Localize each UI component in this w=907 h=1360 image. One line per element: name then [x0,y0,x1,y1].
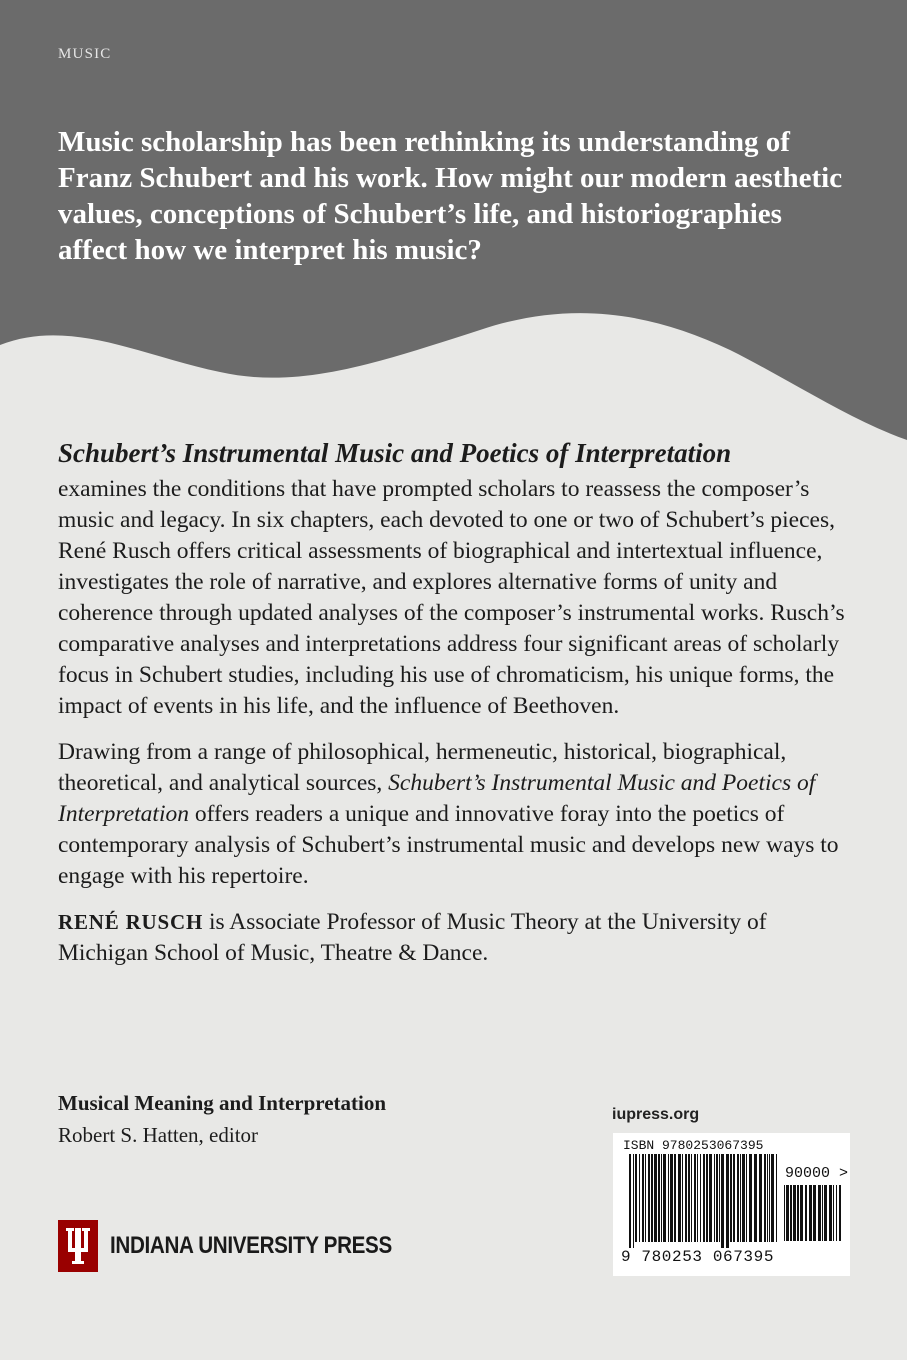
barcode-bar [721,1154,724,1248]
barcode-bar [670,1154,673,1242]
description-paragraph-1 [58,434,858,722]
barcode-bar [697,1154,698,1242]
category-label: MUSIC [58,46,112,62]
barcode-bar [746,1154,747,1242]
barcode-bar [813,1185,816,1241]
barcode-bar [714,1154,715,1242]
barcode-bars [629,1154,779,1250]
barcode-bar [648,1154,650,1242]
barcode-bar [700,1154,701,1242]
barcode-bar [706,1154,708,1242]
barcode-bar [639,1154,640,1242]
barcode-bar [674,1154,676,1242]
barcode-bar [740,1154,741,1242]
isbn-digits: 9 780253 067395 [621,1248,775,1266]
barcode-bar [767,1154,768,1242]
barcode-bar [790,1185,792,1241]
isbn-barcode [613,1133,850,1276]
barcode-bar [651,1154,653,1242]
barcode-bar [800,1185,803,1241]
barcode-bar [829,1185,832,1241]
barcode-bar [833,1185,834,1241]
description-block [58,434,858,969]
series-block [58,1087,386,1151]
paragraph-2-start: Drawing from a range of philosophical, hermeneutic, historical, biographical, theoretical, and analytical sources, [58,739,787,796]
barcode-bar [685,1154,687,1242]
iu-trident-icon [58,1220,98,1272]
barcode-bar [818,1185,821,1241]
publisher-website: iupress.org [612,1106,700,1123]
barcode-bar [716,1154,718,1242]
book-title: Schubert’s Instrumental Music and Poetics of Interpretation [58,438,732,468]
barcode-bar [839,1185,841,1241]
barcode-bar [771,1154,774,1242]
author-name: RENÉ RUSCH [58,910,204,934]
barcode-bar [642,1154,644,1242]
barcode-bar [784,1185,785,1241]
paragraph-2-end: offers readers a unique and innovative foray into the poetics of contemporary analysis of Schubert’s instrumental music and develops new ways to engage with his repertoire. [58,801,839,889]
barcode-bar [737,1154,739,1242]
barcode-bar [797,1185,799,1241]
barcode-bar [809,1185,812,1241]
barcode-bar [703,1154,705,1242]
barcode-bar [776,1154,777,1242]
barcode-bar [633,1154,634,1248]
barcode-bar [668,1154,669,1242]
barcode-bar [786,1185,789,1241]
description-paragraph-2 [58,737,858,892]
barcode-bar [678,1154,681,1242]
barcode-bar [682,1154,683,1242]
barcode-bar [691,1154,692,1242]
barcode-bar [709,1154,712,1242]
paragraph-1-text: examines the conditions that have prompted scholars to reassess the composer’s music and legacy. In six chapters, each devoted to one or two of Schubert’s pieces, René Rusch offers critical assessments of biographical and intertextual influence, investigates the role of narrative, and explores alternative forms of unity and coherence through updated analyses of the composer’s instrumental works. Rusch’s comparative analyses and interpretations address four significant areas of scholarly focus in Schubert studies, including his use of chromaticism, his unique forms, the impact of events in his life, and the influence of Beethoven. [58,476,845,719]
barcode-bar [645,1154,646,1242]
barcode-bar [719,1154,720,1242]
barcode-bar [688,1154,690,1242]
author-bio [58,907,858,969]
headline: Music scholarship has been rethinking its understanding of Franz Schubert and his work. How might our modern aesthetic values, conceptions of Schubert’s life, and historiographies affect how we interpret his music? [58,126,843,266]
barcode-bar [764,1154,766,1242]
barcode-bar [754,1154,757,1242]
barcode-bar [726,1154,729,1248]
barcode-bar [742,1154,745,1242]
barcode-bar [694,1154,696,1242]
barcode-bar [629,1154,631,1248]
barcode-bar [759,1154,762,1242]
barcode-bar [836,1185,837,1241]
series-editor: Robert S. Hatten, editor [58,1123,259,1147]
barcode-bar [822,1185,823,1241]
barcode-bar [730,1154,732,1242]
publisher-logo [58,1220,438,1272]
addon-barcode-bars [784,1185,842,1247]
barcode-bar [658,1154,660,1242]
barcode-bar [733,1154,735,1242]
price-code: 90000 > [785,1165,849,1182]
barcode-bar [769,1154,770,1242]
series-title: Musical Meaning and Interpretation [58,1091,387,1115]
barcode-bar [661,1154,662,1242]
barcode-bar [749,1154,752,1242]
barcode-bar [663,1154,666,1242]
isbn-label: ISBN 9780253067395 [623,1138,764,1153]
barcode-bar [824,1185,827,1241]
barcode-bar [793,1185,796,1241]
paragraph-2-title: Schubert’s Instrumental Music and Poetics of Interpretation [58,770,816,827]
author-bio-text: is Associate Professor of Music Theory at the University of Michigan School of Music, Theatre & Dance. [58,909,767,966]
publisher-name: INDIANA UNIVERSITY PRESS [110,1232,392,1259]
barcode-bar [805,1185,807,1241]
barcode-bar [654,1154,657,1242]
barcode-bar [635,1154,637,1242]
